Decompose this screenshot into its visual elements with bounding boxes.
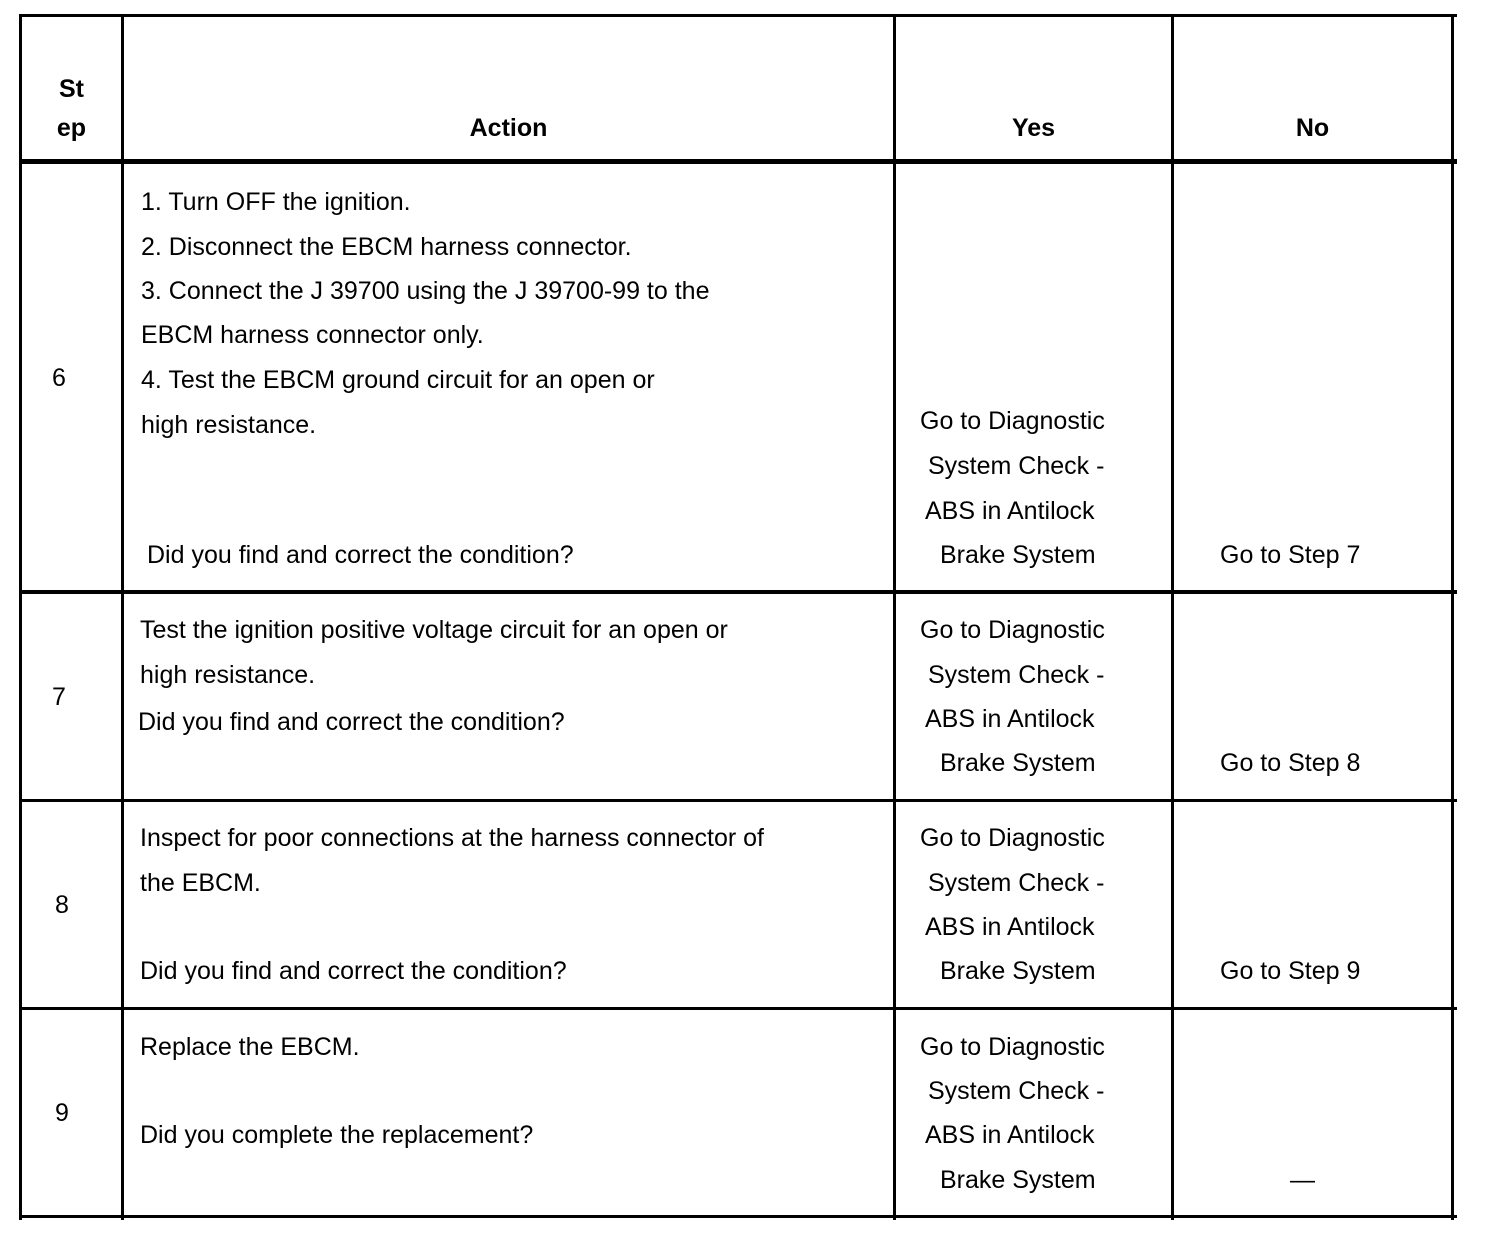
action-line: Replace the EBCM. (140, 1033, 360, 1061)
yes-line: ABS in Antilock (925, 913, 1095, 941)
header-action: Action (469, 114, 548, 142)
row-divider (19, 1007, 1457, 1010)
yes-line: Brake System (940, 957, 1096, 985)
action-line: high resistance. (140, 661, 316, 689)
action-line: 4. Test the EBCM ground circuit for an open or (141, 366, 655, 394)
yes-line: System Check - (928, 452, 1105, 480)
action-question: Did you find and correct the condition? (147, 541, 574, 569)
yes-line: Go to Diagnostic (920, 407, 1105, 435)
action-line: Inspect for poor connections at the harness connector of (140, 824, 764, 852)
column-divider-action (893, 14, 896, 1220)
table-border-top (19, 14, 1457, 17)
yes-line: Brake System (940, 1166, 1096, 1194)
yes-line: Brake System (940, 749, 1096, 777)
action-line: the EBCM. (140, 869, 261, 897)
action-line: 1. Turn OFF the ignition. (141, 188, 411, 216)
header-yes: Yes (1011, 114, 1056, 142)
table-border-bottom (19, 1215, 1457, 1218)
yes-line: System Check - (928, 869, 1105, 897)
yes-line: Go to Diagnostic (920, 1033, 1105, 1061)
header-step-line2: ep (56, 114, 87, 142)
step-number: 7 (52, 683, 66, 711)
action-question: Did you find and correct the condition? (140, 957, 567, 985)
no-result: Go to Step 7 (1220, 541, 1361, 569)
step-number: 6 (52, 364, 66, 392)
header-step-line1: St (59, 75, 84, 103)
action-line: high resistance. (141, 411, 317, 439)
yes-line: Brake System (940, 541, 1096, 569)
header-no: No (1295, 114, 1330, 142)
step-number: 9 (55, 1099, 69, 1127)
action-line: EBCM harness connector only. (141, 321, 484, 349)
row-divider (19, 799, 1457, 802)
yes-line: ABS in Antilock (925, 705, 1095, 733)
column-divider-step (121, 14, 124, 1220)
action-line: Test the ignition positive voltage circuit for an open or (140, 616, 728, 644)
table-border-left (19, 14, 22, 1220)
yes-line: Go to Diagnostic (920, 616, 1105, 644)
step-number: 8 (55, 891, 69, 919)
yes-line: System Check - (928, 1077, 1105, 1105)
row-divider (19, 590, 1457, 594)
table-border-right (1451, 14, 1454, 1220)
no-result: — (1290, 1166, 1315, 1194)
action-line: 2. Disconnect the EBCM harness connector. (141, 233, 632, 261)
yes-line: System Check - (928, 661, 1105, 689)
yes-line: Go to Diagnostic (920, 824, 1105, 852)
action-line: 3. Connect the J 39700 using the J 39700-99 to the (141, 277, 710, 305)
action-question: Did you complete the replacement? (140, 1121, 534, 1149)
no-result: Go to Step 8 (1220, 749, 1361, 777)
header-divider (19, 159, 1457, 164)
action-question: Did you find and correct the condition? (138, 708, 565, 736)
column-divider-yes (1171, 14, 1174, 1220)
yes-line: ABS in Antilock (925, 1121, 1095, 1149)
no-result: Go to Step 9 (1220, 957, 1361, 985)
yes-line: ABS in Antilock (925, 497, 1095, 525)
